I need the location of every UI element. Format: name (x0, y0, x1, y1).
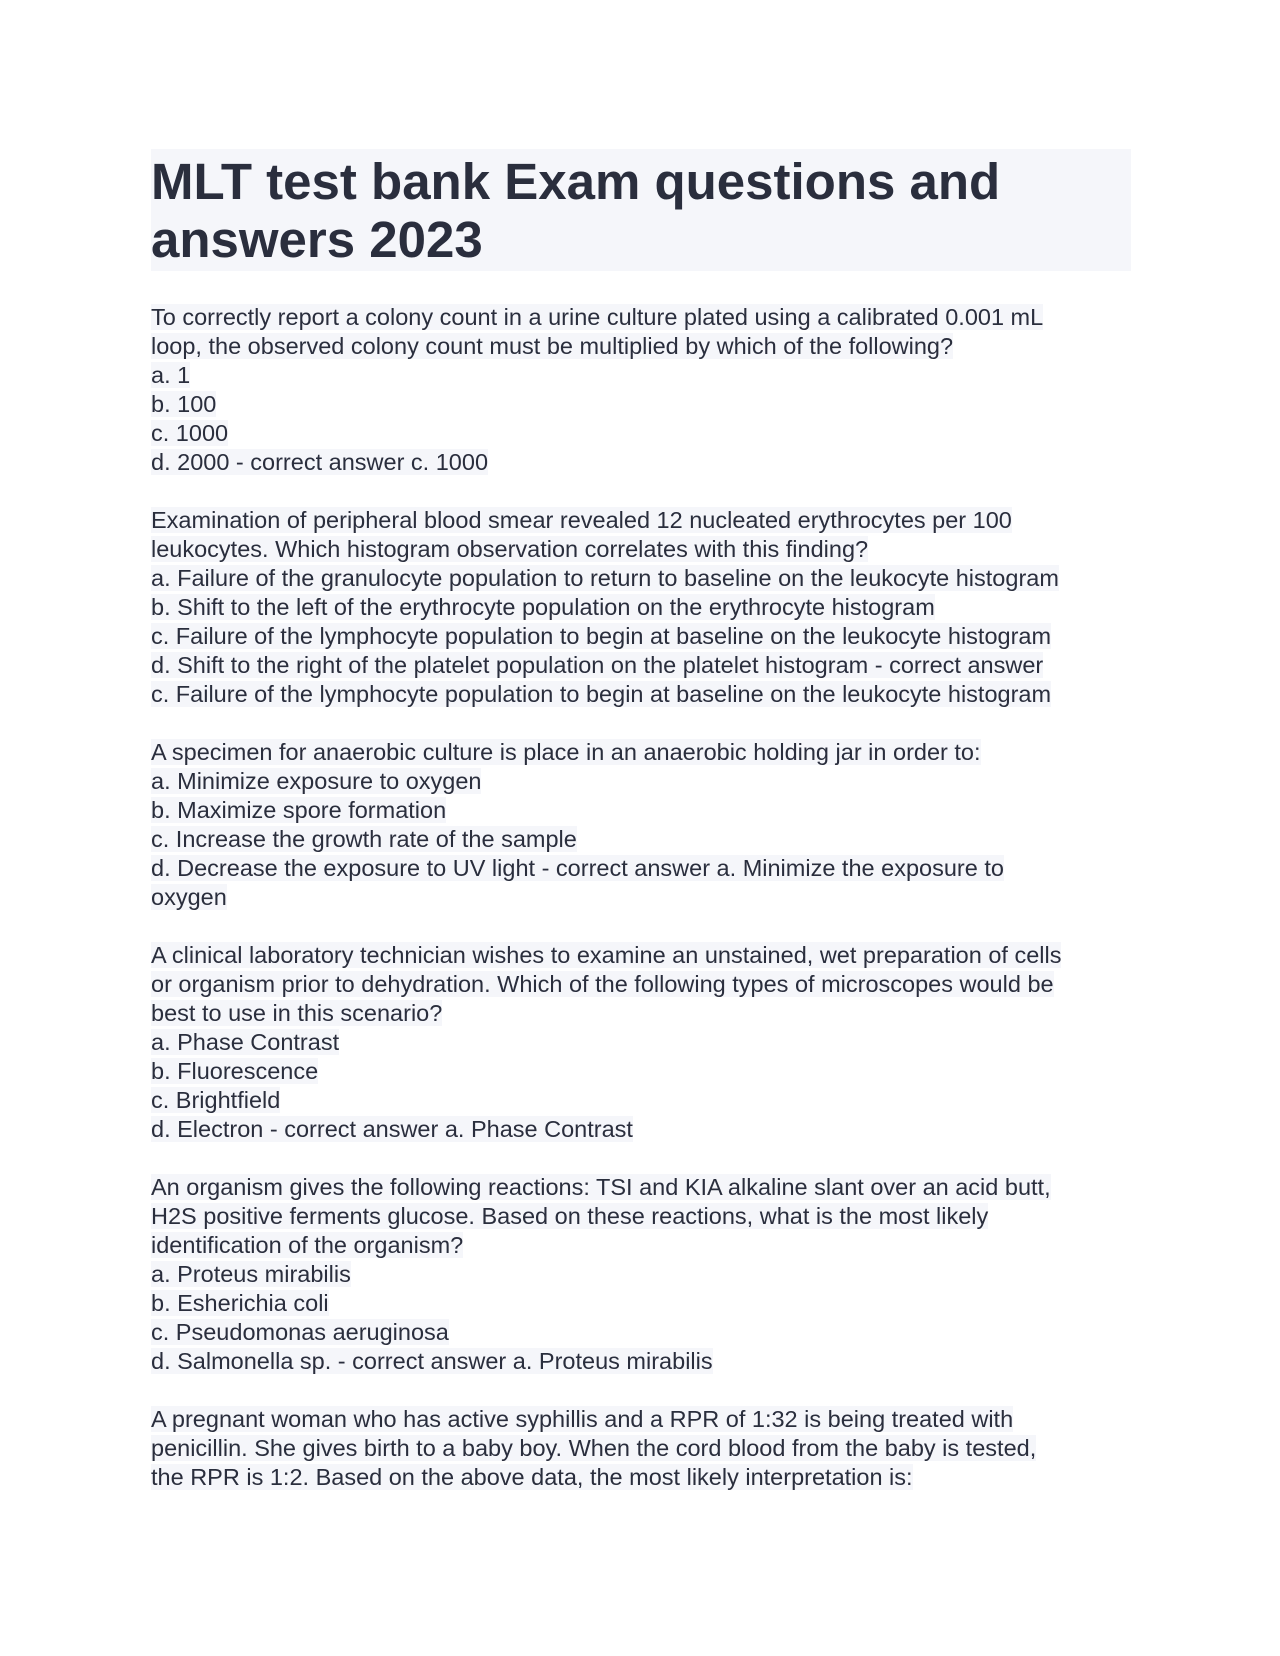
line-text: c. 1000 (151, 420, 229, 446)
question-line (151, 1028, 1131, 1057)
line-text: leukocytes. Which histogram observation correlates with this finding? (151, 536, 869, 562)
title-block (151, 149, 1131, 271)
question-line (151, 680, 1131, 709)
question-block (151, 738, 1131, 912)
question-text-line (151, 506, 1131, 535)
line-text: c. Failure of the lymphocyte population to begin at baseline on the leukocyte histogram (151, 623, 1052, 649)
line-text: a. Phase Contrast (151, 1029, 340, 1055)
line-text: d. Decrease the exposure to UV light - correct answer a. Minimize the exposure to (151, 855, 1004, 881)
line-text: c. Increase the growth rate of the sample (151, 826, 577, 852)
question-line (151, 825, 1131, 854)
document-title: MLT test bank Exam questions and answers 2023 (151, 153, 1001, 268)
question-line (151, 796, 1131, 825)
line-text: identification of the organism? (151, 1232, 464, 1258)
line-text: c. Pseudomonas aeruginosa (151, 1319, 449, 1345)
question-line (151, 1086, 1131, 1115)
line-text: d. Salmonella sp. - correct answer a. Proteus mirabilis (151, 1348, 713, 1374)
question-line (151, 332, 1131, 361)
line-text: H2S positive ferments glucose. Based on these reactions, what is the most likely (151, 1203, 989, 1229)
question-line (151, 767, 1131, 796)
question-line (151, 593, 1131, 622)
line-text: a. 1 (151, 362, 191, 388)
line-text: best to use in this scenario? (151, 1000, 443, 1026)
line-text: An organism gives the following reactions: TSI and KIA alkaline slant over an acid butt, (151, 1174, 1051, 1200)
question-line (151, 1057, 1131, 1086)
question-text-line (151, 738, 1131, 767)
question-line (151, 970, 1131, 999)
line-text: oxygen (151, 884, 227, 910)
question-line (151, 448, 1131, 477)
line-text: a. Failure of the granulocyte population to return to baseline on the leukocyte histogram (151, 565, 1059, 591)
line-text: b. Esherichia coli (151, 1290, 329, 1316)
question-line (151, 1434, 1131, 1463)
question-line (151, 999, 1131, 1028)
question-block (151, 1173, 1131, 1376)
line-text: c. Failure of the lymphocyte population to begin at baseline on the leukocyte histogram (151, 681, 1052, 707)
question-line (151, 1115, 1131, 1144)
line-text: b. Maximize spore formation (151, 797, 447, 823)
question-text-line (151, 1173, 1131, 1202)
question-line (151, 1260, 1131, 1289)
line-text: A specimen for anaerobic culture is place in an anaerobic holding jar in order to: (151, 739, 981, 765)
question-block (151, 941, 1131, 1144)
question-line (151, 564, 1131, 593)
line-text: b. 100 (151, 391, 217, 417)
line-text: d. Shift to the right of the platelet population on the platelet histogram - correct answer (151, 652, 1044, 678)
question-line (151, 1289, 1131, 1318)
line-text: loop, the observed colony count must be multiplied by which of the following? (151, 333, 954, 359)
question-line (151, 854, 1131, 883)
document-page (151, 149, 1131, 1492)
question-line (151, 1202, 1131, 1231)
question-block (151, 1405, 1131, 1492)
line-text: b. Shift to the left of the erythrocyte population on the erythrocyte histogram (151, 594, 935, 620)
question-line (151, 1463, 1131, 1492)
question-line (151, 1347, 1131, 1376)
line-text: a. Proteus mirabilis (151, 1261, 351, 1287)
question-line (151, 883, 1131, 912)
question-line (151, 390, 1131, 419)
question-line (151, 622, 1131, 651)
line-text: Examination of peripheral blood smear revealed 12 nucleated erythrocytes per 100 (151, 507, 1012, 533)
question-block (151, 303, 1131, 477)
question-list (151, 303, 1131, 1492)
question-line (151, 651, 1131, 680)
question-block (151, 506, 1131, 709)
line-text: or organism prior to dehydration. Which of the following types of microscopes would be (151, 971, 1054, 997)
question-line (151, 1318, 1131, 1347)
line-text: To correctly report a colony count in a urine culture plated using a calibrated 0.001 mL (151, 304, 1044, 330)
line-text: the RPR is 1:2. Based on the above data, the most likely interpretation is: (151, 1464, 913, 1490)
line-text: penicillin. She gives birth to a baby boy. When the cord blood from the baby is tested, (151, 1435, 1037, 1461)
line-text: A pregnant woman who has active syphillis and a RPR of 1:32 is being treated with (151, 1406, 1014, 1432)
line-text: A clinical laboratory technician wishes to examine an unstained, wet preparation of cells (151, 942, 1062, 968)
line-text: c. Brightfield (151, 1087, 281, 1113)
question-text-line (151, 1405, 1131, 1434)
question-line (151, 535, 1131, 564)
line-text: d. 2000 - correct answer c. 1000 (151, 449, 489, 475)
question-text-line (151, 303, 1131, 332)
line-text: d. Electron - correct answer a. Phase Contrast (151, 1116, 633, 1142)
question-line (151, 1231, 1131, 1260)
question-line (151, 361, 1131, 390)
line-text: a. Minimize exposure to oxygen (151, 768, 482, 794)
line-text: b. Fluorescence (151, 1058, 319, 1084)
question-line (151, 419, 1131, 448)
question-text-line (151, 941, 1131, 970)
